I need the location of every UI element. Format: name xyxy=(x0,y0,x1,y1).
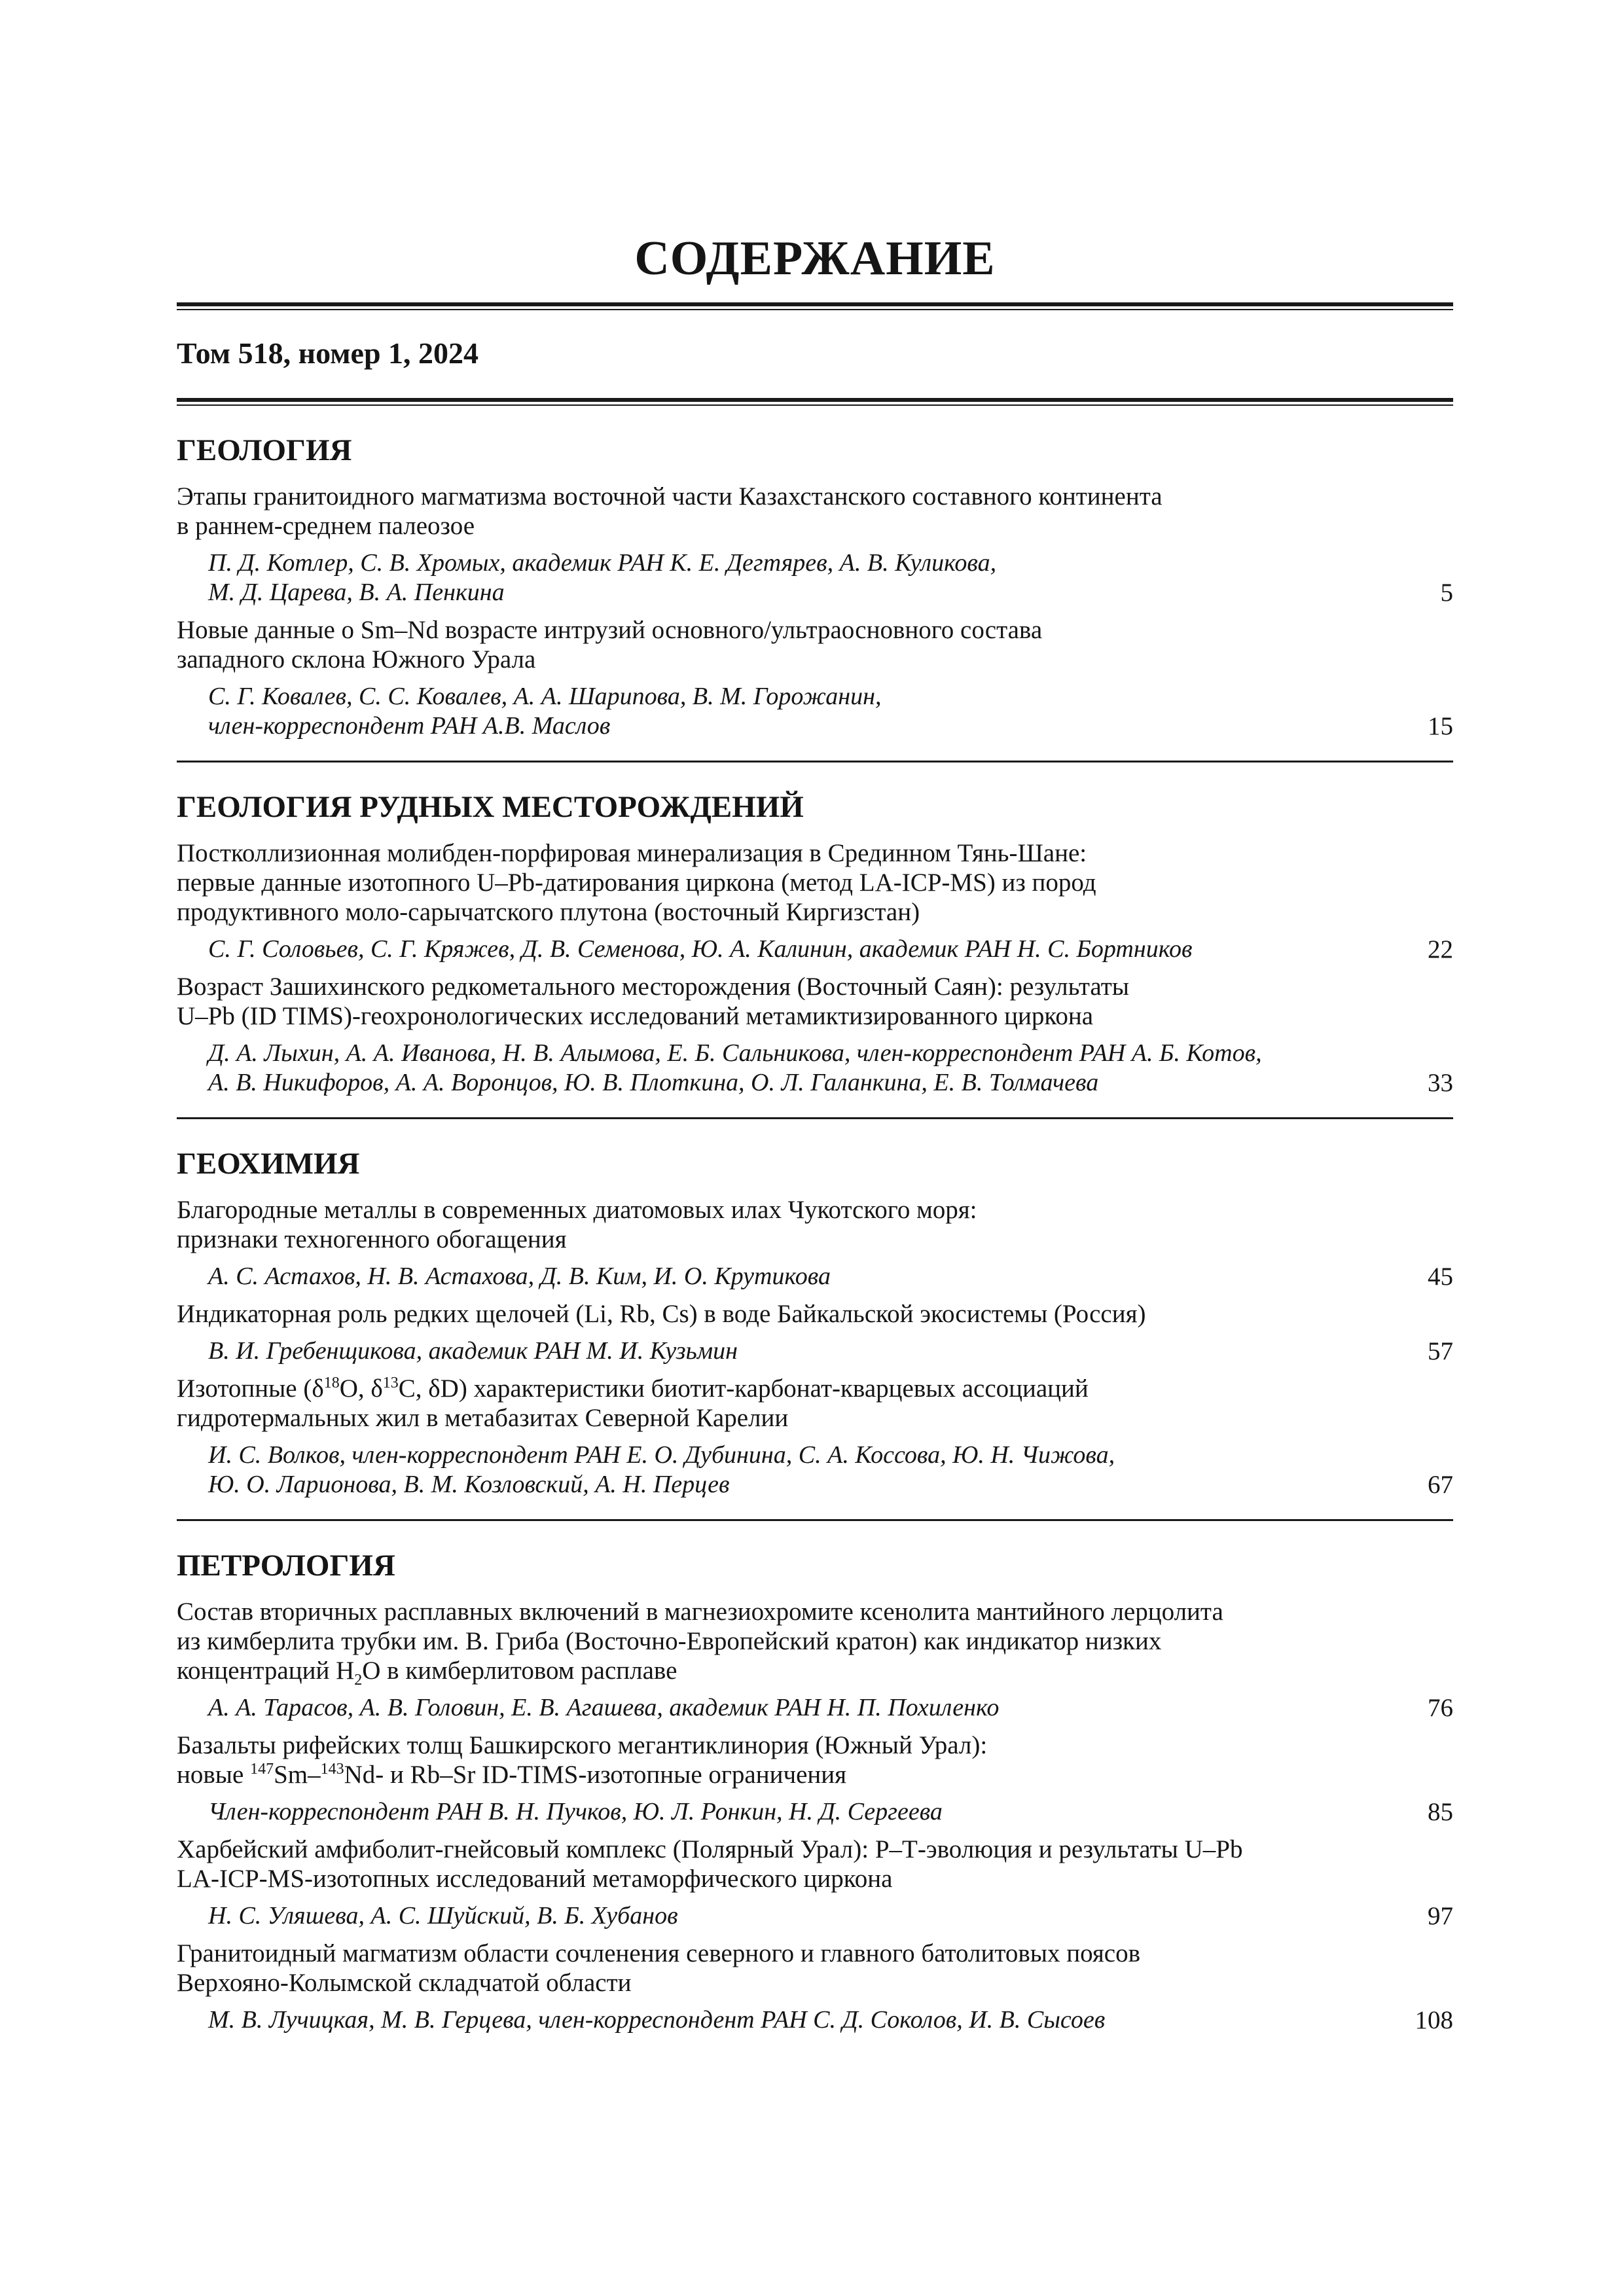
page-title: СОДЕРЖАНИЕ xyxy=(634,232,996,285)
article-authors: А. С. Астахов, Н. В. Астахова, Д. В. Ким, И. О. Крутикова xyxy=(208,1263,831,1290)
toc-entry xyxy=(177,1731,1453,1827)
toc-entry xyxy=(177,1195,1453,1291)
page-number: 33 xyxy=(1428,1069,1453,1097)
toc-entry xyxy=(177,1374,1453,1499)
article-authors: П. Д. Котлер, С. В. Хромых, академик РАН К. Е. Дегтярев, А. В. Куликова, М. Д. Царева, В. А. Пенкина xyxy=(208,549,997,606)
toc-entry xyxy=(177,1835,1453,1931)
toc-entry xyxy=(177,972,1453,1098)
article-authors-row xyxy=(177,1693,1453,1723)
article-authors-row xyxy=(177,1441,1453,1499)
toc-entry xyxy=(177,838,1453,964)
section-divider xyxy=(177,1117,1453,1119)
article-authors: С. Г. Соловьев, С. Г. Кряжев, Д. В. Семенова, Ю. А. Калинин, академик РАН Н. С. Бортников xyxy=(208,935,1193,963)
article-authors: Д. А. Лыхин, А. А. Иванова, Н. В. Алымова, Е. Б. Сальникова, член-корреспондент РАН А. Б. Котов, А. В. Никифоров, А. А. Воронцов, Ю. В. Плоткина, О. Л. Галанкина, Е. В. Толмачева xyxy=(208,1039,1262,1096)
issue-info: Том 518, номер 1, 2024 xyxy=(177,336,479,370)
page-number: 108 xyxy=(1415,2006,1453,2034)
article-title: Состав вторичных расплавных включений в магнезиохромите ксенолита мантийного лерцолита из кимберлита трубки им. В. Гриба (Восточно-Европейский кратон) как индикатор низких концентраций $H_2O$ в кимберлитовом расплаве xyxy=(177,1598,1223,1689)
article-authors-row xyxy=(177,935,1453,964)
article-title: Базальты рифейских толщ Башкирского мегантиклинория (Южный Урал): новые $^{147}$Sm–$^{143}$Nd- и Rb–Sr ID-TIMS-изотопные ограничения xyxy=(177,1731,988,1789)
toc-entry xyxy=(177,1939,1453,2035)
toc-page xyxy=(177,216,1453,2043)
page-number: 85 xyxy=(1428,1798,1453,1826)
article-authors: С. Г. Ковалев, С. С. Ковалев, А. А. Шарипова, В. М. Горожанин, член-корреспондент РАН А.В. Маслов xyxy=(208,683,882,740)
toc-entry xyxy=(177,482,1453,607)
article-title: Постколлизионная молибден-порфировая минерализация в Срединном Тянь-Шане: первые данные изотопного U–Pb-датирования циркона (метод LA-ICP-MS) из пород продуктивного моло-сарычатского плутона (восточный Киргизстан) xyxy=(177,839,1096,926)
article-authors-row xyxy=(177,1336,1453,1366)
section-divider xyxy=(177,1519,1453,1521)
article-title: Изотопные ($\delta^{18}O$, $\delta^{13}C$, δD) характеристики биотит-карбонат-кварцевых ассоциаций гидротермальных жил в метабазитах Северной Карелии xyxy=(177,1374,1089,1432)
page-number: 67 xyxy=(1428,1471,1453,1499)
article-authors: В. И. Гребенщикова, академик РАН М. И. Кузьмин xyxy=(208,1337,738,1365)
page-number: 22 xyxy=(1428,935,1453,963)
article-title: Индикаторная роль редких щелочей (Li, Rb, Cs) в воде Байкальской экосистемы (Россия) xyxy=(177,1300,1146,1328)
article-title: Возраст Зашихинского редкометального месторождения (Восточный Саян): результаты U–Pb (ID TIMS)-геохронологических исследований метамиктизированного циркона xyxy=(177,973,1129,1030)
section-title: ГЕОЛОГИЯ РУДНЫХ МЕСТОРОЖДЕНИЙ xyxy=(177,790,804,824)
article-authors-row xyxy=(177,1039,1453,1098)
article-title: Этапы гранитоидного магматизма восточной части Казахстанского составного континента в раннем-среднем палеозое xyxy=(177,482,1163,540)
article-authors: Член-корреспондент РАН В. Н. Пучков, Ю. Л. Ронкин, Н. Д. Сергеева xyxy=(208,1798,943,1825)
toc-entry xyxy=(177,615,1453,741)
article-authors: А. А. Тарасов, А. В. Головин, Е. В. Агашева, академик РАН Н. П. Похиленко xyxy=(208,1694,1000,1721)
article-authors: М. В. Лучицкая, М. В. Герцева, член-корреспондент РАН С. Д. Соколов, И. В. Сысоев xyxy=(208,2006,1106,2034)
toc-entry xyxy=(177,1597,1453,1723)
page-number: 76 xyxy=(1428,1694,1453,1722)
section-divider xyxy=(177,761,1453,762)
toc-sections xyxy=(177,432,1453,2035)
header-double-rule xyxy=(177,302,1453,310)
article-authors: Н. С. Уляшева, А. С. Шуйский, В. Б. Хубанов xyxy=(208,1902,678,1929)
page-number: 5 xyxy=(1440,579,1453,607)
toc-entry xyxy=(177,1299,1453,1366)
page-number: 15 xyxy=(1428,712,1453,740)
article-authors-row xyxy=(177,1797,1453,1827)
section-title: ГЕОХИМИЯ xyxy=(177,1147,360,1181)
article-title: Благородные металлы в современных диатомовых илах Чукотского моря: признаки техногенного обогащения xyxy=(177,1196,977,1253)
issue-double-rule xyxy=(177,398,1453,406)
article-title: Гранитоидный магматизм области сочленения северного и главного батолитовых поясов Верхояно-Колымской складчатой области xyxy=(177,1939,1141,1997)
page-number: 57 xyxy=(1428,1337,1453,1365)
page-number: 45 xyxy=(1428,1263,1453,1291)
section-title: ГЕОЛОГИЯ xyxy=(177,433,352,467)
section-title: ПЕТРОЛОГИЯ xyxy=(177,1549,395,1583)
article-title: Харбейский амфиболит-гнейсовый комплекс (Полярный Урал): Р–Т-эволюция и результаты U–Pb LA-ICP-MS-изотопных исследований метаморфического циркона xyxy=(177,1835,1243,1893)
article-authors-row xyxy=(177,548,1453,607)
article-authors-row xyxy=(177,1262,1453,1291)
article-authors-row xyxy=(177,2005,1453,2035)
article-authors: И. С. Волков, член-корреспондент РАН Е. О. Дубинина, С. А. Коссова, Ю. Н. Чижова, Ю. О. Ларионова, В. М. Козловский, А. Н. Перцев xyxy=(208,1441,1115,1498)
page-number: 97 xyxy=(1428,1902,1453,1930)
article-title: Новые данные о Sm–Nd возрасте интрузий основного/ультраосновного состава западного склона Южного Урала xyxy=(177,616,1043,673)
article-authors-row xyxy=(177,1901,1453,1931)
article-authors-row xyxy=(177,682,1453,741)
